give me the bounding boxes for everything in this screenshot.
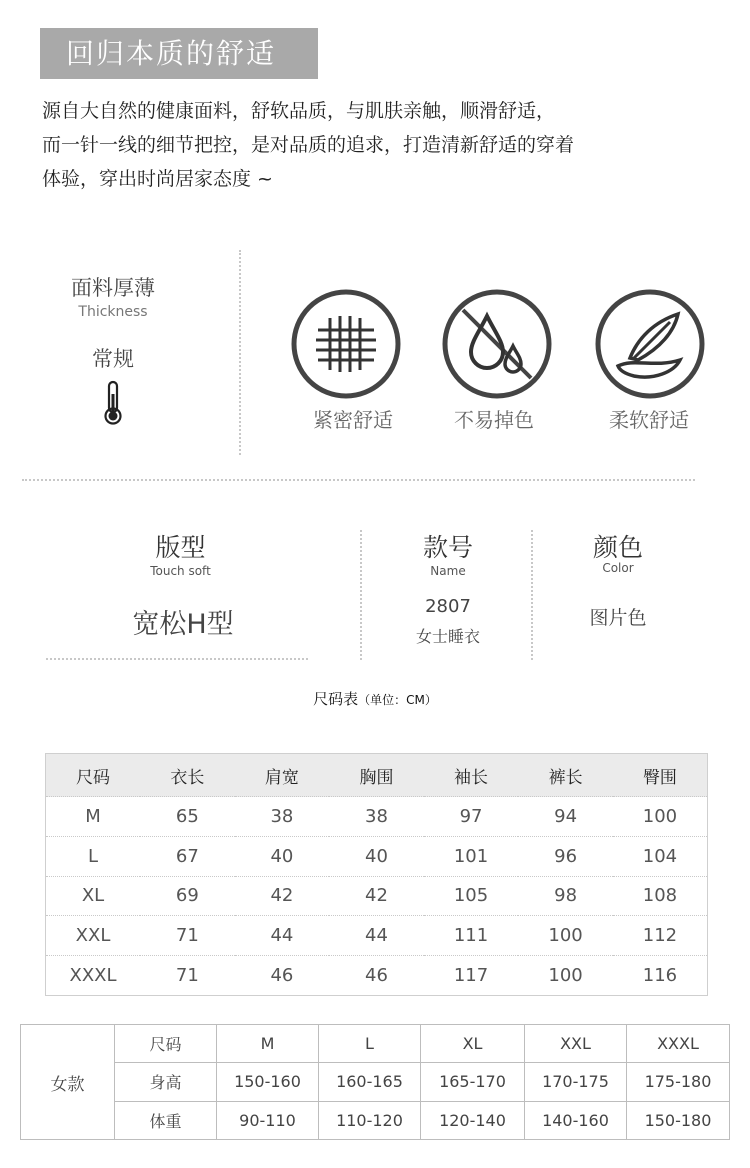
table-cell: M (217, 1025, 319, 1063)
table-cell: XXXL (627, 1025, 730, 1063)
table-row (46, 797, 708, 837)
divider-vertical (239, 250, 241, 455)
divider-vertical (531, 530, 533, 660)
table-cell: XL (421, 1025, 525, 1063)
table-header-row (46, 754, 708, 797)
table-cell: 110-120 (319, 1101, 421, 1139)
divider-horizontal (46, 658, 308, 660)
table-cell: 100 (518, 956, 613, 996)
divider-vertical (360, 530, 362, 660)
height-weight-table (20, 1024, 730, 1140)
intro-line: 体验，穿出时尚居家态度 ~ (42, 168, 273, 190)
size-chart-unit: （单位：CM） (358, 693, 437, 707)
table-cell: 尺码 (115, 1025, 217, 1063)
table-cell: 101 (424, 836, 519, 876)
thermometer-icon (100, 380, 126, 426)
feature-label: 紧密舒适 (313, 408, 393, 432)
thickness-title: 面料厚薄 (71, 276, 155, 300)
table-cell: 105 (424, 876, 519, 916)
table-cell: 108 (613, 876, 708, 916)
table-row (46, 836, 708, 876)
table-cell: XXL (46, 916, 141, 956)
table-row (46, 916, 708, 956)
thickness-value: 常规 (92, 347, 134, 371)
table-cell: 100 (518, 916, 613, 956)
table-cell: 46 (235, 956, 330, 996)
fit-title: 版型 (155, 533, 206, 562)
table-row (21, 1025, 730, 1063)
table-cell: 175-180 (627, 1063, 730, 1101)
table-cell: 71 (140, 916, 235, 956)
table-cell: L (319, 1025, 421, 1063)
feature-label: 不易掉色 (454, 408, 534, 432)
table-cell: 165-170 (421, 1063, 525, 1101)
table-cell: L (46, 836, 141, 876)
table-cell: 身高 (115, 1063, 217, 1101)
column-header: 衣长 (140, 754, 235, 797)
table-cell: 112 (613, 916, 708, 956)
table-cell: 71 (140, 956, 235, 996)
dense-weave-icon (290, 288, 402, 400)
table-cell: 65 (140, 797, 235, 837)
table-cell: 104 (613, 836, 708, 876)
color-title-en: Color (602, 561, 634, 575)
table-cell: XXL (525, 1025, 627, 1063)
table-cell: 67 (140, 836, 235, 876)
color-title: 颜色 (592, 533, 643, 562)
color-value: 图片色 (589, 607, 647, 629)
table-cell: 98 (518, 876, 613, 916)
table-cell: 140-160 (525, 1101, 627, 1139)
model-title-en: Name (430, 564, 466, 578)
table-cell: XL (46, 876, 141, 916)
size-chart-title (0, 688, 750, 709)
table-cell: 38 (235, 797, 330, 837)
table-cell: 42 (235, 876, 330, 916)
table-cell: 体重 (115, 1101, 217, 1139)
table-cell: 117 (424, 956, 519, 996)
column-header: 肩宽 (235, 754, 330, 797)
intro-line: 源自大自然的健康面料，舒软品质，与肌肤亲触，顺滑舒适， (42, 100, 556, 122)
table-cell: 116 (613, 956, 708, 996)
table-cell: 44 (235, 916, 330, 956)
table-cell: 40 (329, 836, 424, 876)
table-cell: 170-175 (525, 1063, 627, 1101)
table-cell: 96 (518, 836, 613, 876)
table-cell: 69 (140, 876, 235, 916)
column-header: 臀围 (613, 754, 708, 797)
section-banner: 回归本质的舒适 (40, 28, 318, 79)
table-cell: 42 (329, 876, 424, 916)
table-cell: 46 (329, 956, 424, 996)
group-label: 女款 (21, 1025, 115, 1140)
table-cell: 90-110 (217, 1101, 319, 1139)
table-cell: 100 (613, 797, 708, 837)
table-cell: M (46, 797, 141, 837)
model-number: 2807 (425, 596, 471, 617)
size-chart-title-text: 尺码表 (313, 690, 359, 708)
fit-value: 宽松H型 (132, 609, 234, 640)
thickness-title-en: Thickness (78, 304, 148, 320)
table-cell: 120-140 (421, 1101, 525, 1139)
divider-horizontal (22, 479, 695, 481)
table-row (21, 1101, 730, 1139)
size-table (45, 753, 708, 996)
table-row (46, 956, 708, 996)
intro-line: 而一针一线的细节把控，是对品质的追求，打造清新舒适的穿着 (42, 134, 575, 156)
column-header: 袖长 (424, 754, 519, 797)
table-cell: 94 (518, 797, 613, 837)
model-title: 款号 (422, 533, 473, 562)
feather-icon (594, 288, 706, 400)
table-cell: 40 (235, 836, 330, 876)
water-drop-icon (441, 288, 553, 400)
table-cell: 160-165 (319, 1063, 421, 1101)
fit-title-en: Touch soft (150, 564, 211, 578)
column-header: 裤长 (518, 754, 613, 797)
table-cell: 44 (329, 916, 424, 956)
table-cell: 150-160 (217, 1063, 319, 1101)
column-header: 胸围 (329, 754, 424, 797)
feature-label: 柔软舒适 (609, 408, 689, 432)
table-row (21, 1063, 730, 1101)
column-header: 尺码 (46, 754, 141, 797)
table-cell: 150-180 (627, 1101, 730, 1139)
intro-text (42, 94, 722, 196)
table-cell: 111 (424, 916, 519, 956)
table-cell: 97 (424, 797, 519, 837)
table-cell: XXXL (46, 956, 141, 996)
table-cell: 38 (329, 797, 424, 837)
model-name: 女士睡衣 (415, 627, 480, 646)
table-row (46, 876, 708, 916)
